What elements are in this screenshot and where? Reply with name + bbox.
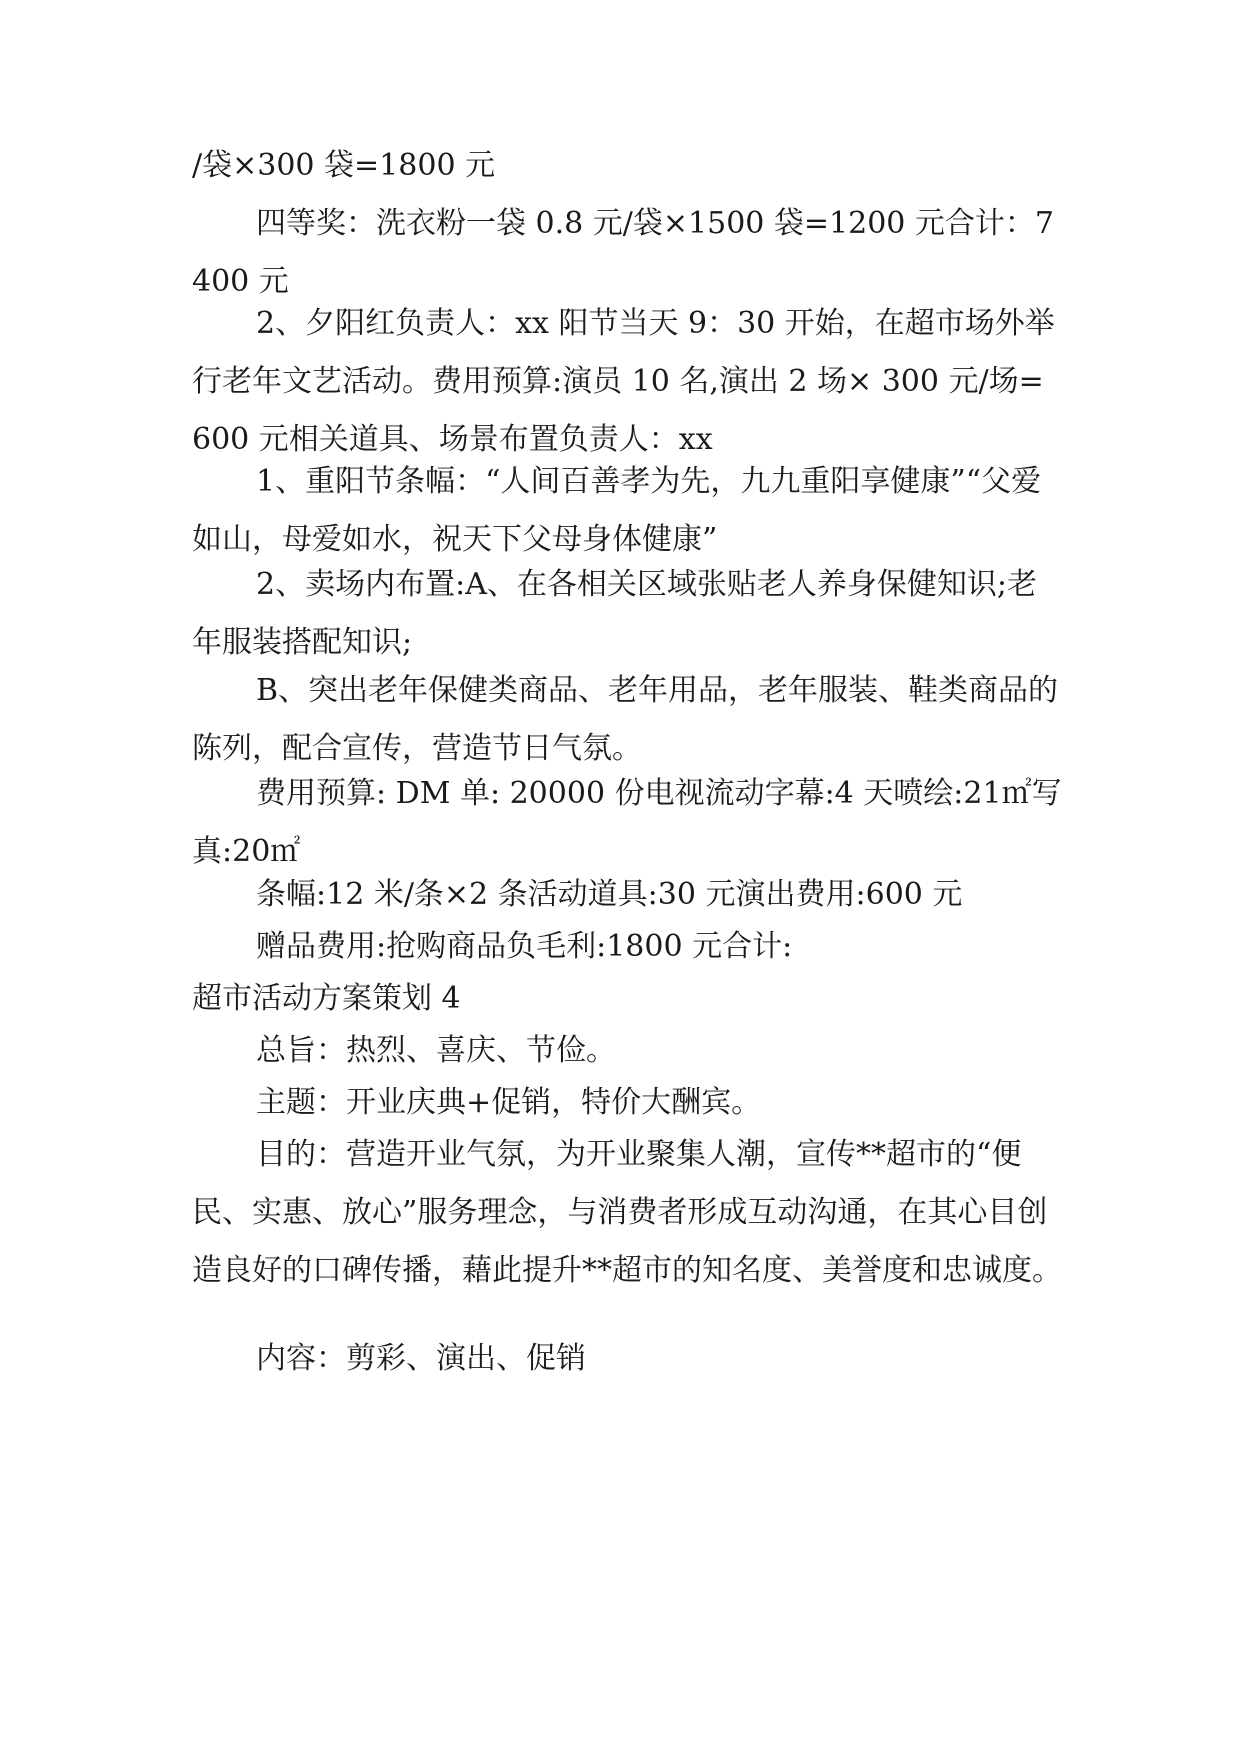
paragraph-banner-slogans: 1、重阳节条幅：“人间百善孝为先，九九重阳享健康”“父爱如山，母爱如水，祝天下父母身体健康” [192,464,1042,557]
paragraph-content: 内容：剪彩、演出、促销 [256,1341,586,1376]
paragraph-cost-budget: 费用预算: DM 单: 20000 份电视流动字幕:4 天喷绘:21㎡写真:20㎡ [192,776,1062,869]
paragraph-product-display: B、突出老年保健类商品、老年用品，老年服装、鞋类商品的陈列，配合宣传，营造节日气氛。 [192,673,1059,766]
paragraph-purpose-spirit: 总旨：热烈、喜庆、节俭。 [256,1033,616,1068]
paragraph-prize-third-cost: /袋×300 袋=1800 元 [192,148,496,183]
paragraph-prize-fourth: 四等奖：洗衣粉一袋 0.8 元/袋×1500 袋=1200 元合计：7400 元 [192,206,1055,299]
paragraph-goal: 目的：营造开业气氛，为开业聚集人潮，宣传**超市的“便民、实惠、放心”服务理念，与消费者形成互动沟通，在其心目创造良好的口碑传播，藉此提升**超市的知名度、美誉度和忠诚度。 [192,1137,1062,1288]
paragraph-theme: 主题：开业庆典+促销，特价大酬宾。 [256,1085,762,1120]
section-heading: 超市活动方案策划 4 [192,981,461,1016]
paragraph-gift-cost: 赠品费用:抢购商品负毛利:1800 元合计: [256,929,793,964]
paragraph-sunset-activity: 2、夕阳红负责人：xx 阳节当天 9：30 开始，在超市场外举行老年文艺活动。费用预算:演员 10 名,演出 2 场× 300 元/场=600 元相关道具、场景布置负责人：xx [192,306,1055,457]
paragraph-store-layout: 2、卖场内布置:A、在各相关区域张贴老人养身保健知识;老年服装搭配知识; [192,567,1037,660]
paragraph-banner-cost: 条幅:12 米/条×2 条活动道具:30 元演出费用:600 元 [256,877,963,912]
